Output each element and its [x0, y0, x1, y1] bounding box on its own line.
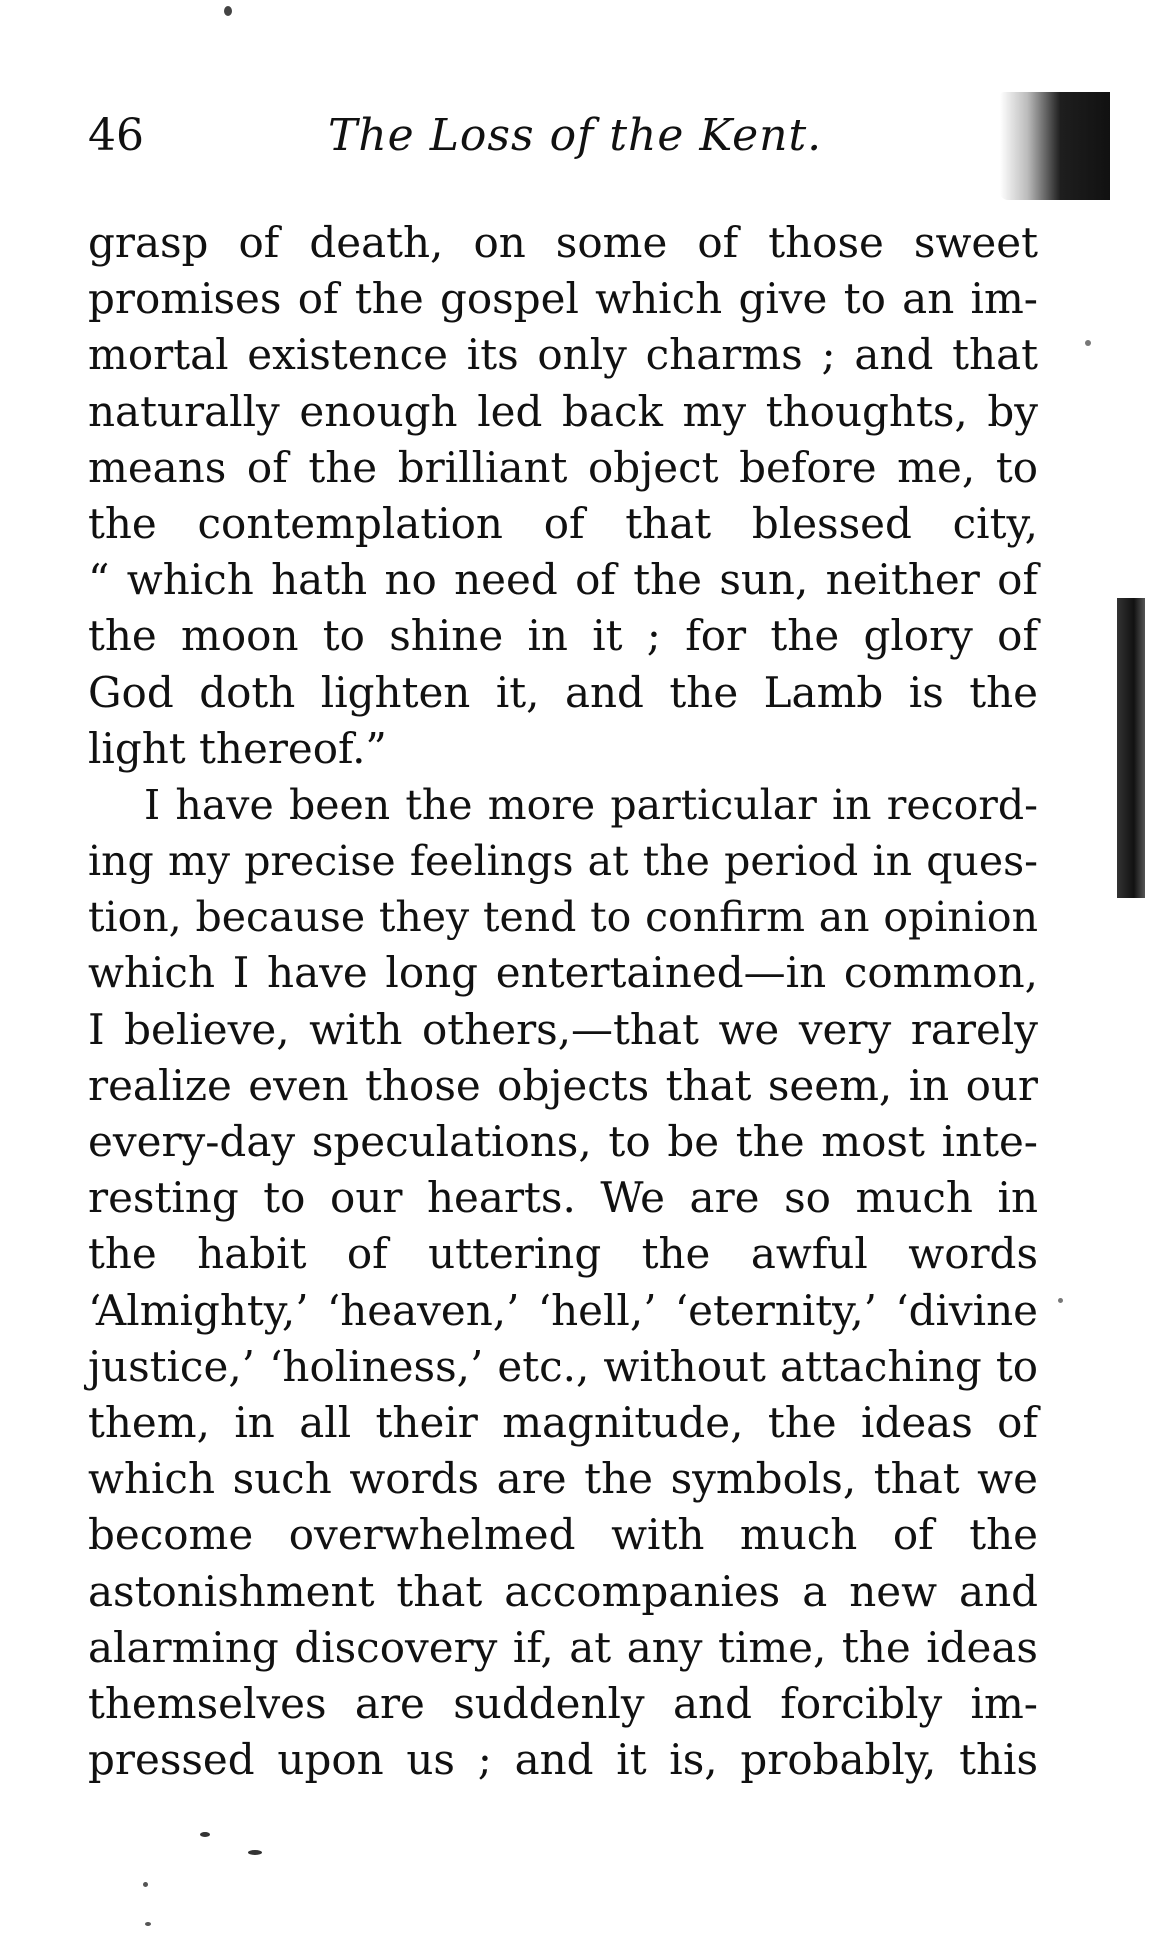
scan-speck: [145, 1922, 151, 1926]
text-line: mortal existence its only charms ; and that: [88, 330, 1038, 380]
text-line: resting to our hearts. We are so much in: [88, 1173, 1038, 1223]
running-head: The Loss of the Kent.: [328, 110, 823, 161]
text-line: themselves are suddenly and forcibly im-: [88, 1678, 1038, 1728]
text-line: the moon to shine in it ; for the glory of: [88, 611, 1038, 661]
text-line: every-day speculations, to be the most inte-: [88, 1117, 1038, 1166]
body-text: [88, 215, 1038, 1788]
text-line: astonishment that accompanies a new and: [88, 1566, 1038, 1616]
text-line: which such words are the symbols, that we: [88, 1454, 1038, 1504]
text-line: tion, because they tend to confirm an opinion: [88, 893, 1038, 942]
scan-speck: [143, 1882, 148, 1887]
text-line: I have been the more particular in record-: [144, 780, 1038, 829]
scan-margin-mark: [1117, 598, 1145, 898]
scan-speck: [224, 6, 232, 16]
text-line: naturally enough led back my thoughts, by: [88, 386, 1038, 436]
scan-speck: [1085, 340, 1091, 346]
page-number: 46: [88, 110, 144, 161]
text-line: the habit of uttering the awful words: [88, 1229, 1038, 1279]
text-line: pressed upon us ; and it is, probably, this: [88, 1735, 1038, 1785]
text-line: “ which hath no need of the sun, neither of: [88, 555, 1038, 605]
scan-speck: [248, 1850, 262, 1855]
text-line: them, in all their magnitude, the ideas of: [88, 1397, 1038, 1447]
page-header: [88, 108, 1088, 168]
text-line: God doth lighten it, and the Lamb is the: [88, 667, 1038, 717]
text-line: ‘Almighty,’ ‘heaven,’ ‘hell,’ ‘eternity,’ ‘divine: [88, 1285, 1038, 1335]
text-line: which I have long entertained—in common,: [88, 948, 1038, 998]
text-line: alarming discovery if, at any time, the ideas: [88, 1622, 1038, 1672]
text-line: I believe, with others,—that we very rarely: [88, 1004, 1038, 1054]
text-line: the contemplation of that blessed city,: [88, 498, 1038, 548]
text-line: become overwhelmed with much of the: [88, 1510, 1038, 1560]
text-line: grasp of death, on some of those sweet: [88, 218, 1038, 267]
text-line: light thereof.”: [88, 723, 387, 773]
scan-speck: [1058, 1298, 1063, 1303]
text-line: justice,’ ‘holiness,’ etc., without attaching to: [88, 1341, 1038, 1391]
text-line: means of the brilliant object before me, to: [88, 442, 1038, 492]
text-line: realize even those objects that seem, in our: [88, 1060, 1038, 1110]
text-line: promises of the gospel which give to an im-: [88, 274, 1038, 324]
scan-speck: [200, 1832, 210, 1837]
text-line: ing my precise feelings at the period in ques-: [88, 837, 1038, 886]
